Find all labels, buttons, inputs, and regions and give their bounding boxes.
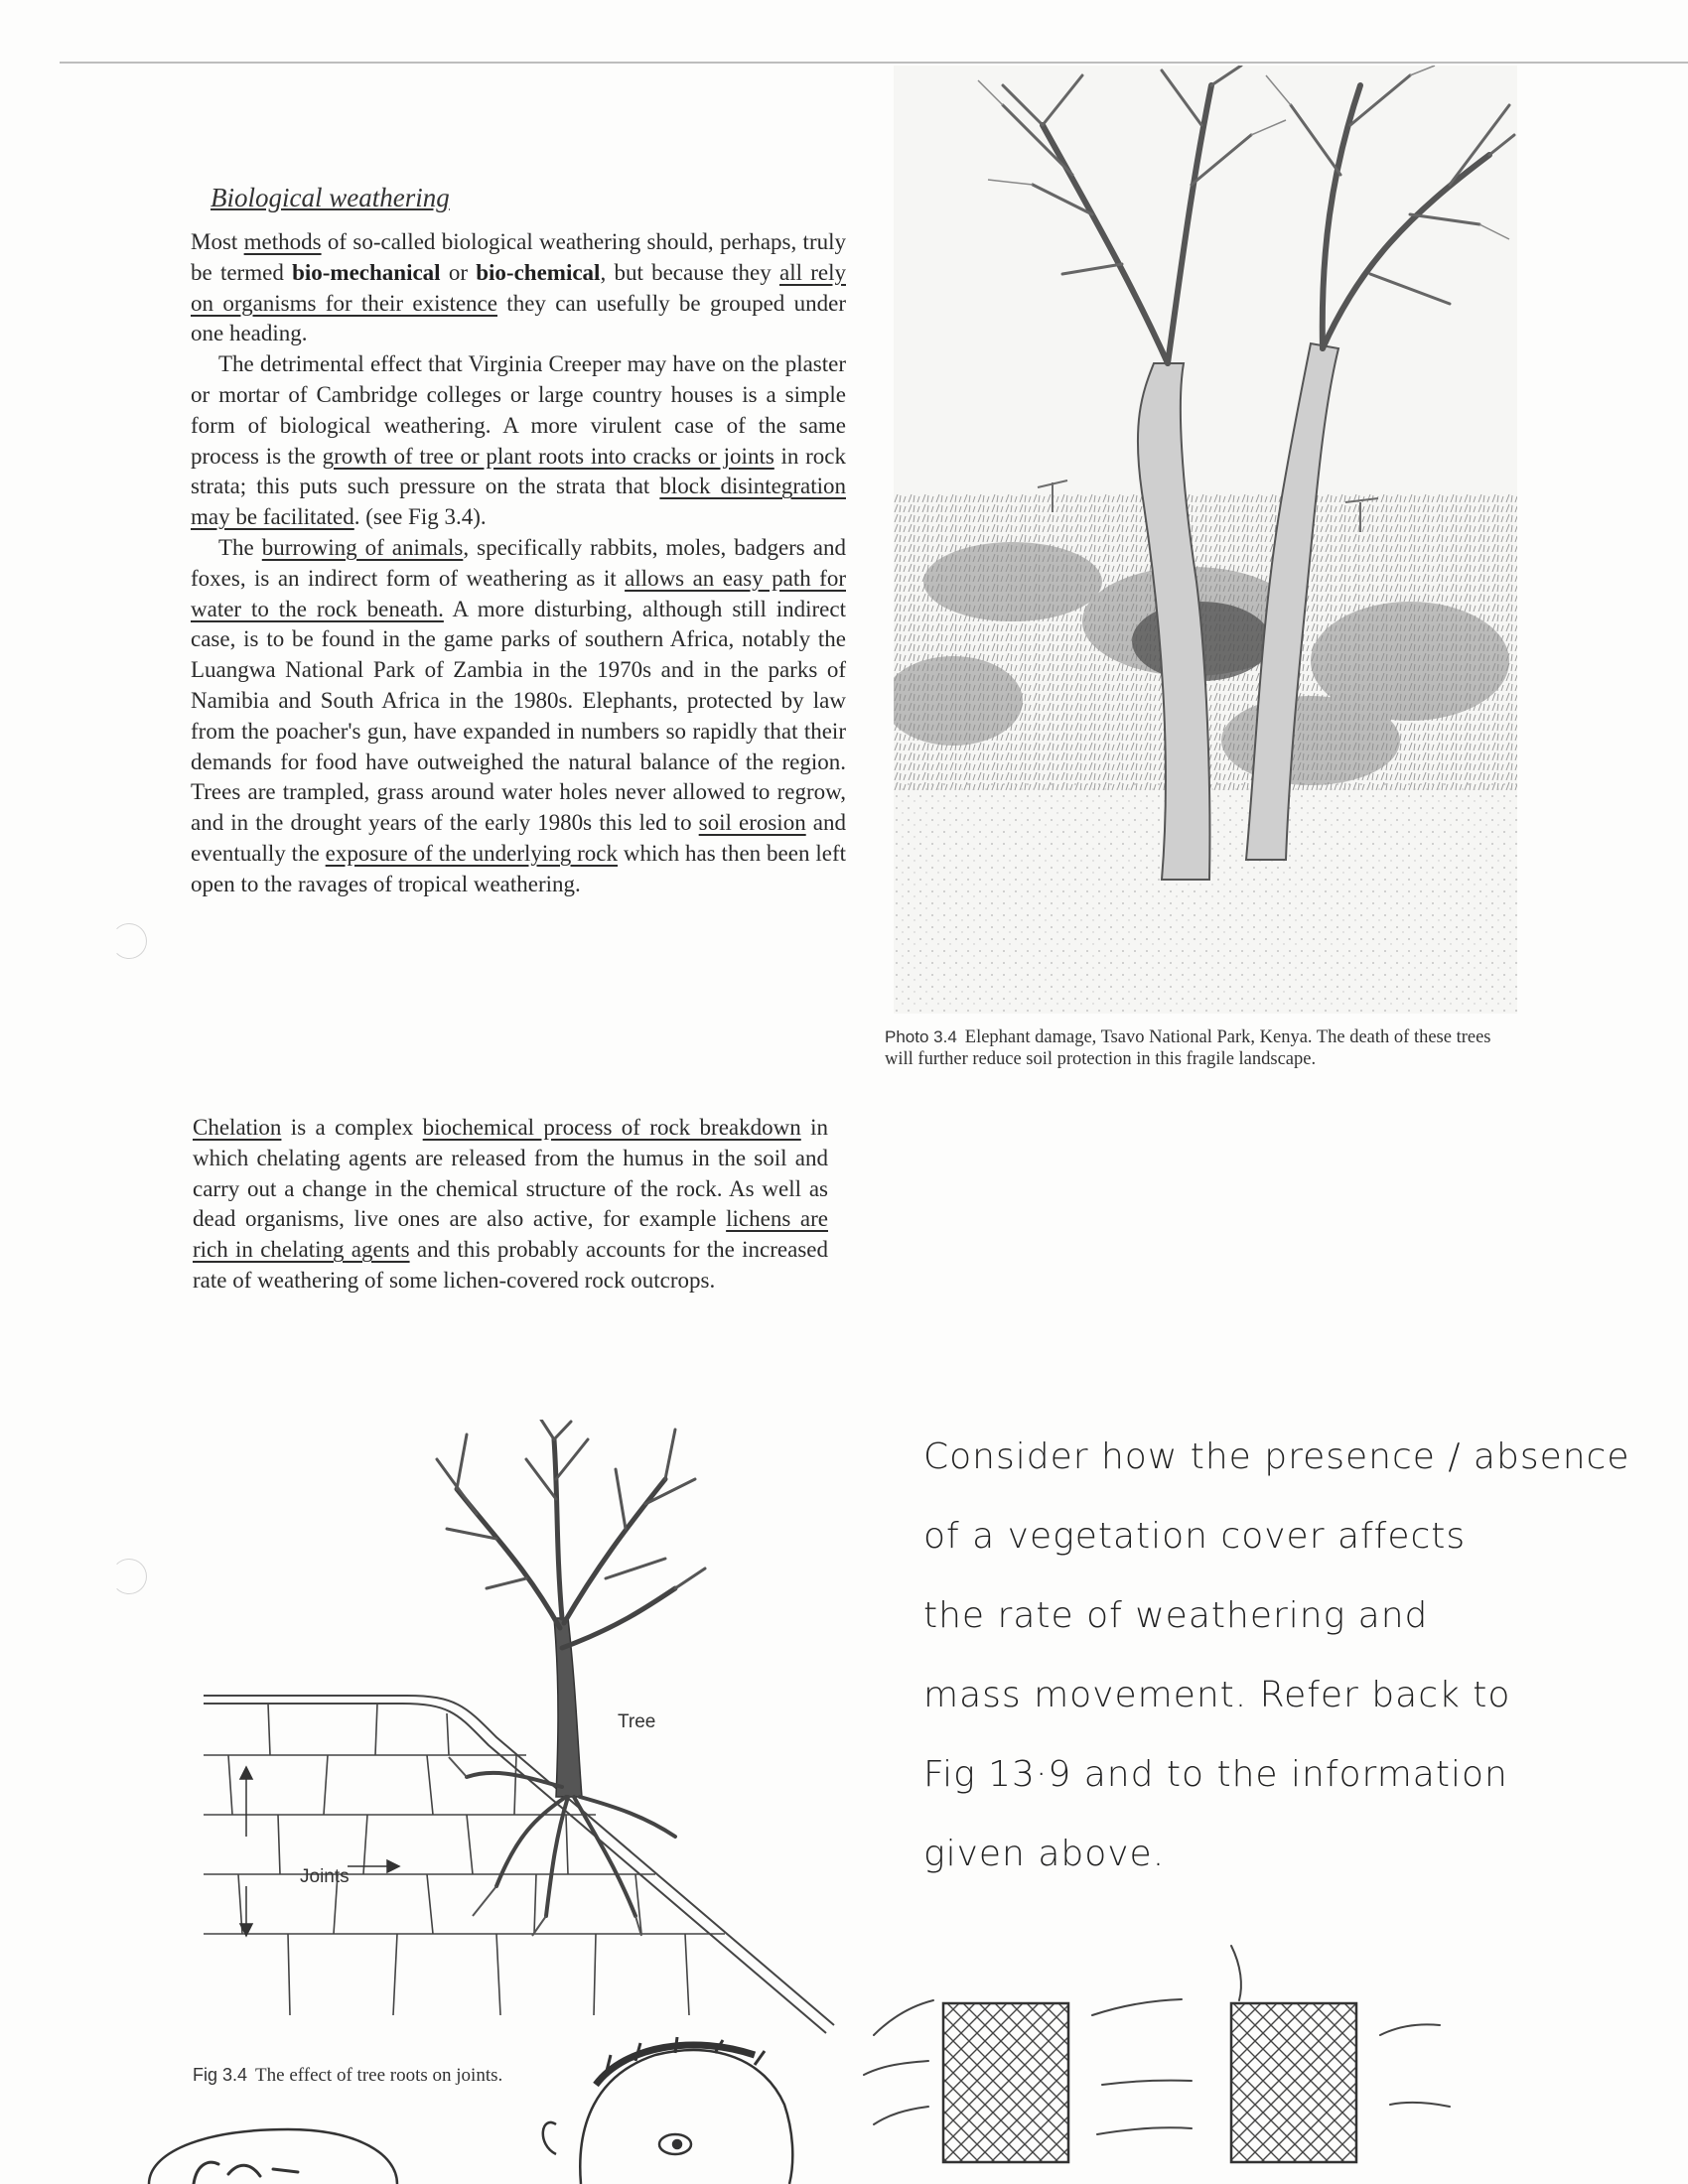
text-run: of so-called biological weathering should, perhaps, truly be termed [191, 229, 846, 285]
pencil-doodles [0, 1787, 1688, 2184]
figure-label-joints: Joints [300, 1866, 350, 1887]
photo-caption-text: Elephant damage, Tsavo National Park, Kenya. The death of these trees will further reduce soil protection in this fragile landscape. [885, 1027, 1491, 1069]
figure-caption-label: Fig 3.4 [193, 2065, 248, 2085]
text-run: and this probably accounts for the increased rate of weathering of some lichen-covered rock outcrops. [193, 1237, 829, 1293]
handwritten-line: given above. [923, 1834, 1166, 1874]
photo-caption [885, 1026, 1512, 1070]
text-run: , specifically rabbits, moles, badgers and foxes, is an indirect form of weathering as it [191, 534, 846, 591]
text-run: A more disturbing, although still indirect case, is to be found in the game parks of southern Africa, notably the Luangwa National Park of Zambia in the 1970s and in the parks of Namibia and South Africa in the 1980s. Elephants, protected by law from the poacher's gun, have expanded in numbers so rapidly that their demands for food have outweighed the natural balance of the region. Trees are trampled, grass around water holes never allowed to regrow, and in the drought years of the early 1980s this led to [191, 596, 846, 836]
text-run: they can usefully be grouped under one heading. [191, 290, 847, 346]
text-run: in which chelating agents are released from the humus in the soil and carry out a change in the chemical structure of the rock. As well as dead organisms, live ones are also active, for example [193, 1115, 829, 1232]
figure-caption-text: The effect of tree roots on joints. [255, 2065, 503, 2086]
text-run: The [218, 534, 262, 560]
text-run: which has then been left open to the ravages of tropical weathering. [191, 840, 846, 896]
text-run: Most [191, 229, 244, 254]
text-run: and eventually the [191, 810, 846, 866]
text-run: is a complex [281, 1115, 423, 1140]
punch-hole [111, 1559, 147, 1594]
underlined-text: Chelation [193, 1115, 282, 1140]
underlined-text: methods [243, 229, 322, 254]
paragraph-4 [193, 1113, 828, 1297]
underlined-text: growth of tree or plant roots into cracks or joints [322, 443, 774, 469]
underlined-text: exposure of the underlying rock [325, 840, 619, 866]
hatched-square-left [943, 2003, 1068, 2162]
text-run: or [440, 259, 477, 285]
handwritten-line: Consider how the presence / absence [923, 1436, 1630, 1477]
section-heading: Biological weathering [211, 183, 450, 212]
underlined-text: block disintegration may be facilitated [191, 474, 846, 530]
text-run: The detrimental effect that Virginia Creeper may have on the plaster or mortar of Cambridge colleges or large country houses is a simple form of biological weathering. A more virulent case of the same process is the [191, 351, 846, 469]
underlined-text: biochemical process of rock breakdown [422, 1115, 801, 1140]
punch-hole [111, 923, 147, 959]
paragraph-1 [191, 227, 846, 349]
underlined-text: all rely on organisms for their existence [191, 259, 846, 316]
underlined-text: lichens are rich in chelating agents [193, 1206, 828, 1263]
handwritten-line: mass movement. Refer back to [923, 1675, 1511, 1715]
paragraph-2 [191, 349, 846, 533]
left-text-column [191, 183, 846, 900]
left-text-column-chelation [193, 1113, 828, 1297]
photo-image [894, 66, 1517, 1014]
handwritten-line: Fig 13·9 and to the information [923, 1754, 1508, 1795]
underlined-text: allows an easy path for water to the rock beneath. [191, 565, 846, 621]
text-run: in rock strata; this puts such pressure on the strata that [191, 443, 846, 499]
underlined-text: burrowing of animals [261, 534, 464, 560]
photo-caption-label: Photo 3.4 [885, 1027, 957, 1046]
paragraph-3 [191, 533, 846, 900]
text-run: . (see Fig 3.4). [353, 504, 487, 530]
bold-term: bio-chemical [476, 259, 601, 285]
page-top-rule [60, 62, 1688, 64]
photo-elephant-damage [894, 66, 1517, 1014]
handwritten-line: of a vegetation cover affects [923, 1516, 1467, 1557]
underlined-text: soil erosion [698, 810, 806, 836]
text-run: , but because they [600, 259, 779, 285]
figure-label-tree: Tree [618, 1711, 656, 1732]
bold-term: bio-mechanical [292, 259, 441, 285]
handwritten-line: the rate of weathering and [923, 1595, 1429, 1636]
hatched-square-right [1231, 2003, 1356, 2162]
